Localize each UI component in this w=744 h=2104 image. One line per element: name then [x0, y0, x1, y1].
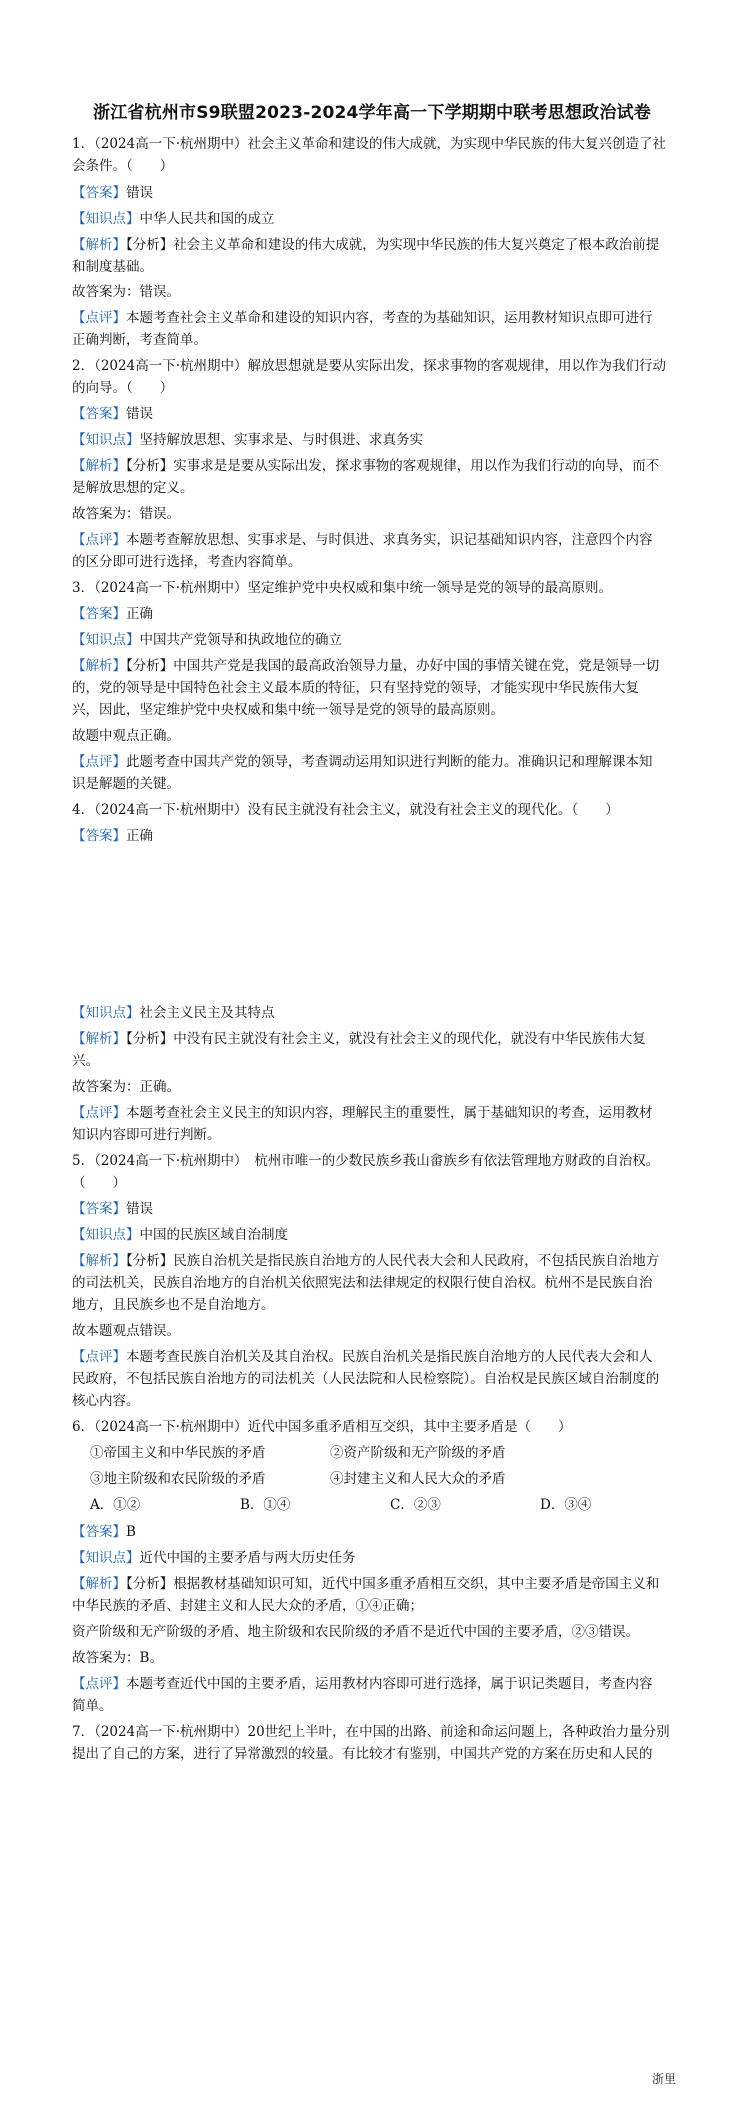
q4-conclusion: 故答案为：正确。: [72, 1079, 180, 1095]
q1-analysis: 【解析】【分析】社会主义革命和建设的伟大成就，为实现中华民族的伟大复兴奠定了根本政治前提: [72, 237, 660, 253]
q6-comment: 【点评】本题考查近代中国的主要矛盾，运用教材内容即可进行选择，属于识记类题目，考查内容: [72, 1676, 653, 1692]
q5-comment: 【点评】本题考查民族自治机关及其自治权。民族自治机关是指民族自治地方的人民代表大会和人: [72, 1349, 653, 1365]
q3-analysis-cont-2: 兴，因此，坚定维护党中央权威和集中统一领导是党的领导的最高原则。: [72, 702, 504, 718]
q6-choice-a: A．①②: [90, 1497, 141, 1513]
q4-knowledge: 【知识点】社会主义民主及其特点: [72, 1005, 275, 1021]
q1-analysis-cont: 和制度基础。: [72, 259, 153, 275]
knowledge-tag: 【知识点】: [72, 211, 140, 227]
q1-knowledge: 【知识点】中华人民共和国的成立: [72, 211, 275, 227]
answer-tag: 【答案】: [72, 606, 126, 622]
q2-conclusion: 故答案为：错误。: [72, 506, 180, 522]
q4-analysis: 【解析】【分析】中没有民主就没有社会主义，就没有社会主义的现代化，就没有中华民族伟大复: [72, 1031, 646, 1047]
knowledge-tag: 【知识点】: [72, 432, 140, 448]
comment-tag: 【点评】: [72, 1105, 126, 1121]
q2-comment: 【点评】本题考查解放思想、实事求是、与时俱进、求真务实，识记基础知识内容，注意四个内容: [72, 532, 653, 548]
q1-comment: 【点评】本题考查社会主义革命和建设的知识内容，考查的为基础知识，运用教材知识点即可进行: [72, 310, 653, 326]
q3-answer: 【答案】正确: [72, 606, 153, 622]
q3-comment-cont: 识是解题的关键。: [72, 776, 180, 792]
q6-choice-d: D．③④: [540, 1497, 592, 1513]
question-5-stem-cont: （ ）: [72, 1175, 126, 1191]
q3-analysis: 【解析】【分析】中国共产党是我国的最高政治领导力量，办好中国的事情关键在党，党是领导一切: [72, 658, 660, 674]
question-7-stem: 7．（2024高一下·杭州期中）20世纪上半叶，在中国的出路、前途和命运问题上，各种政治力量分别: [72, 1724, 670, 1740]
knowledge-tag: 【知识点】: [72, 1005, 140, 1021]
page-title: 浙江省杭州市S9联盟2023-2024学年高一下学期期中联考思想政治试卷: [93, 103, 651, 123]
answer-tag: 【答案】: [72, 1524, 126, 1540]
knowledge-tag: 【知识点】: [72, 1550, 140, 1566]
question-3-stem: 3．（2024高一下·杭州期中）坚定维护党中央权威和集中统一领导是党的领导的最高原则。: [72, 580, 612, 596]
q2-analysis-cont: 是解放思想的定义。: [72, 480, 194, 496]
question-7-stem-cont: 提出了自己的方案，进行了异常激烈的较量。有比较才有鉴别，中国共产党的方案在历史和人民的: [72, 1746, 653, 1762]
analysis-tag: 【解析】: [72, 658, 126, 674]
q2-answer: 【答案】错误: [72, 406, 153, 422]
q5-conclusion: 故本题观点错误。: [72, 1323, 180, 1339]
q6-analysis-cont-2: 资产阶级和无产阶级的矛盾、地主阶级和农民阶级的矛盾不是近代中国的主要矛盾，②③错误。: [72, 1624, 639, 1640]
answer-tag: 【答案】: [72, 1201, 126, 1217]
q4-comment: 【点评】本题考查社会主义民主的知识内容，理解民主的重要性，属于基础知识的考查，运用教材: [72, 1105, 653, 1121]
q5-comment-cont-1: 民政府，不包括民族自治地方的司法机关（人民法院和人民检察院）。自治权是民族区域自治制度的: [72, 1371, 660, 1387]
comment-tag: 【点评】: [72, 1349, 126, 1365]
q4-analysis-cont: 兴。: [72, 1053, 99, 1069]
q6-choice-b: B．①④: [240, 1497, 291, 1513]
q4-comment-cont: 知识内容即可进行判断。: [72, 1127, 221, 1143]
q4-answer: 【答案】正确: [72, 828, 153, 844]
q3-comment: 【点评】此题考查中国共产党的领导，考查调动运用知识进行判断的能力。准确识记和理解课本知: [72, 754, 653, 770]
answer-tag: 【答案】: [72, 828, 126, 844]
q5-analysis-cont-1: 的司法机关，民族自治地方的自治机关依照宪法和法律规定的权限行使自治权。杭州不是民族自治: [72, 1275, 653, 1291]
answer-tag: 【答案】: [72, 185, 126, 201]
analysis-tag: 【解析】: [72, 1031, 126, 1047]
analysis-tag: 【解析】: [72, 1253, 126, 1269]
q3-knowledge: 【知识点】中国共产党领导和执政地位的确立: [72, 632, 342, 648]
q3-analysis-cont-1: 的，党的领导是中国特色社会主义最本质的特征，只有坚持党的领导，才能实现中华民族伟大复: [72, 680, 639, 696]
q6-analysis: 【解析】【分析】根据教材基础知识可知，近代中国多重矛盾相互交织，其中主要矛盾是帝国主义和: [72, 1576, 660, 1592]
q2-analysis: 【解析】【分析】实事求是是要从实际出发，探求事物的客观规律，用以作为我们行动的向导，而不: [72, 458, 660, 474]
q5-analysis: 【解析】【分析】民族自治机关是指民族自治地方的人民代表大会和人民政府，不包括民族自治地方: [72, 1253, 660, 1269]
q6-statement-3: ③地主阶级和农民阶级的矛盾: [90, 1471, 266, 1487]
question-5-stem: 5．（2024高一下·杭州期中） 杭州市唯一的少数民族乡莪山畲族乡有依法管理地方财政的自治权。: [72, 1153, 660, 1169]
question-2-stem: 2．（2024高一下·杭州期中）解放思想就是要从实际出发，探求事物的客观规律，用以作为我们行动: [72, 358, 666, 374]
q2-knowledge: 【知识点】坚持解放思想、实事求是、与时俱进、求真务实: [72, 432, 423, 448]
question-4-stem: 4．（2024高一下·杭州期中）没有民主就没有社会主义，就没有社会主义的现代化。（ ）: [72, 802, 619, 818]
page-footer: 浙里: [651, 2072, 676, 2086]
q6-comment-cont: 简单。: [72, 1698, 113, 1714]
q5-knowledge: 【知识点】中国的民族区域自治制度: [72, 1227, 288, 1243]
comment-tag: 【点评】: [72, 310, 126, 326]
q1-answer: 【答案】错误: [72, 185, 153, 201]
question-2-stem-cont: 的向导。（ ）: [72, 380, 174, 396]
analysis-tag: 【解析】: [72, 1576, 126, 1592]
question-1-stem-cont: 会条件。（ ）: [72, 158, 174, 174]
comment-tag: 【点评】: [72, 754, 126, 770]
q6-statement-4: ④封建主义和人民大众的矛盾: [330, 1471, 506, 1487]
question-6-stem: 6．（2024高一下·杭州期中）近代中国多重矛盾相互交织，其中主要矛盾是（ ）: [72, 1419, 572, 1435]
analysis-tag: 【解析】: [72, 458, 126, 474]
knowledge-tag: 【知识点】: [72, 1227, 140, 1243]
comment-tag: 【点评】: [72, 532, 126, 548]
q5-analysis-cont-2: 地方，且民族乡也不是自治地方。: [72, 1297, 275, 1313]
q6-choice-c: C．②③: [390, 1497, 441, 1513]
q5-answer: 【答案】错误: [72, 1201, 153, 1217]
q5-comment-cont-2: 核心内容。: [72, 1393, 140, 1409]
q6-statement-2: ②资产阶级和无产阶级的矛盾: [330, 1445, 506, 1461]
q1-comment-cont: 正确判断，考查简单。: [72, 332, 207, 348]
q6-statement-1: ①帝国主义和中华民族的矛盾: [90, 1445, 266, 1461]
q6-answer: 【答案】B: [72, 1524, 136, 1540]
question-1-stem: 1．（2024高一下·杭州期中）社会主义革命和建设的伟大成就，为实现中华民族的伟大复兴创造了社: [72, 136, 666, 152]
comment-tag: 【点评】: [72, 1676, 126, 1692]
knowledge-tag: 【知识点】: [72, 632, 140, 648]
q3-conclusion: 故题中观点正确。: [72, 728, 180, 744]
q6-knowledge: 【知识点】近代中国的主要矛盾与两大历史任务: [72, 1550, 356, 1566]
q1-conclusion: 故答案为：错误。: [72, 284, 180, 300]
q2-comment-cont: 的区分即可进行选择，考查内容简单。: [72, 554, 302, 570]
q6-analysis-cont-1: 中华民族的矛盾、封建主义和人民大众的矛盾，①④正确；: [72, 1598, 423, 1614]
answer-tag: 【答案】: [72, 406, 126, 422]
q6-conclusion: 故答案为：B。: [72, 1650, 163, 1666]
analysis-tag: 【解析】: [72, 237, 126, 253]
